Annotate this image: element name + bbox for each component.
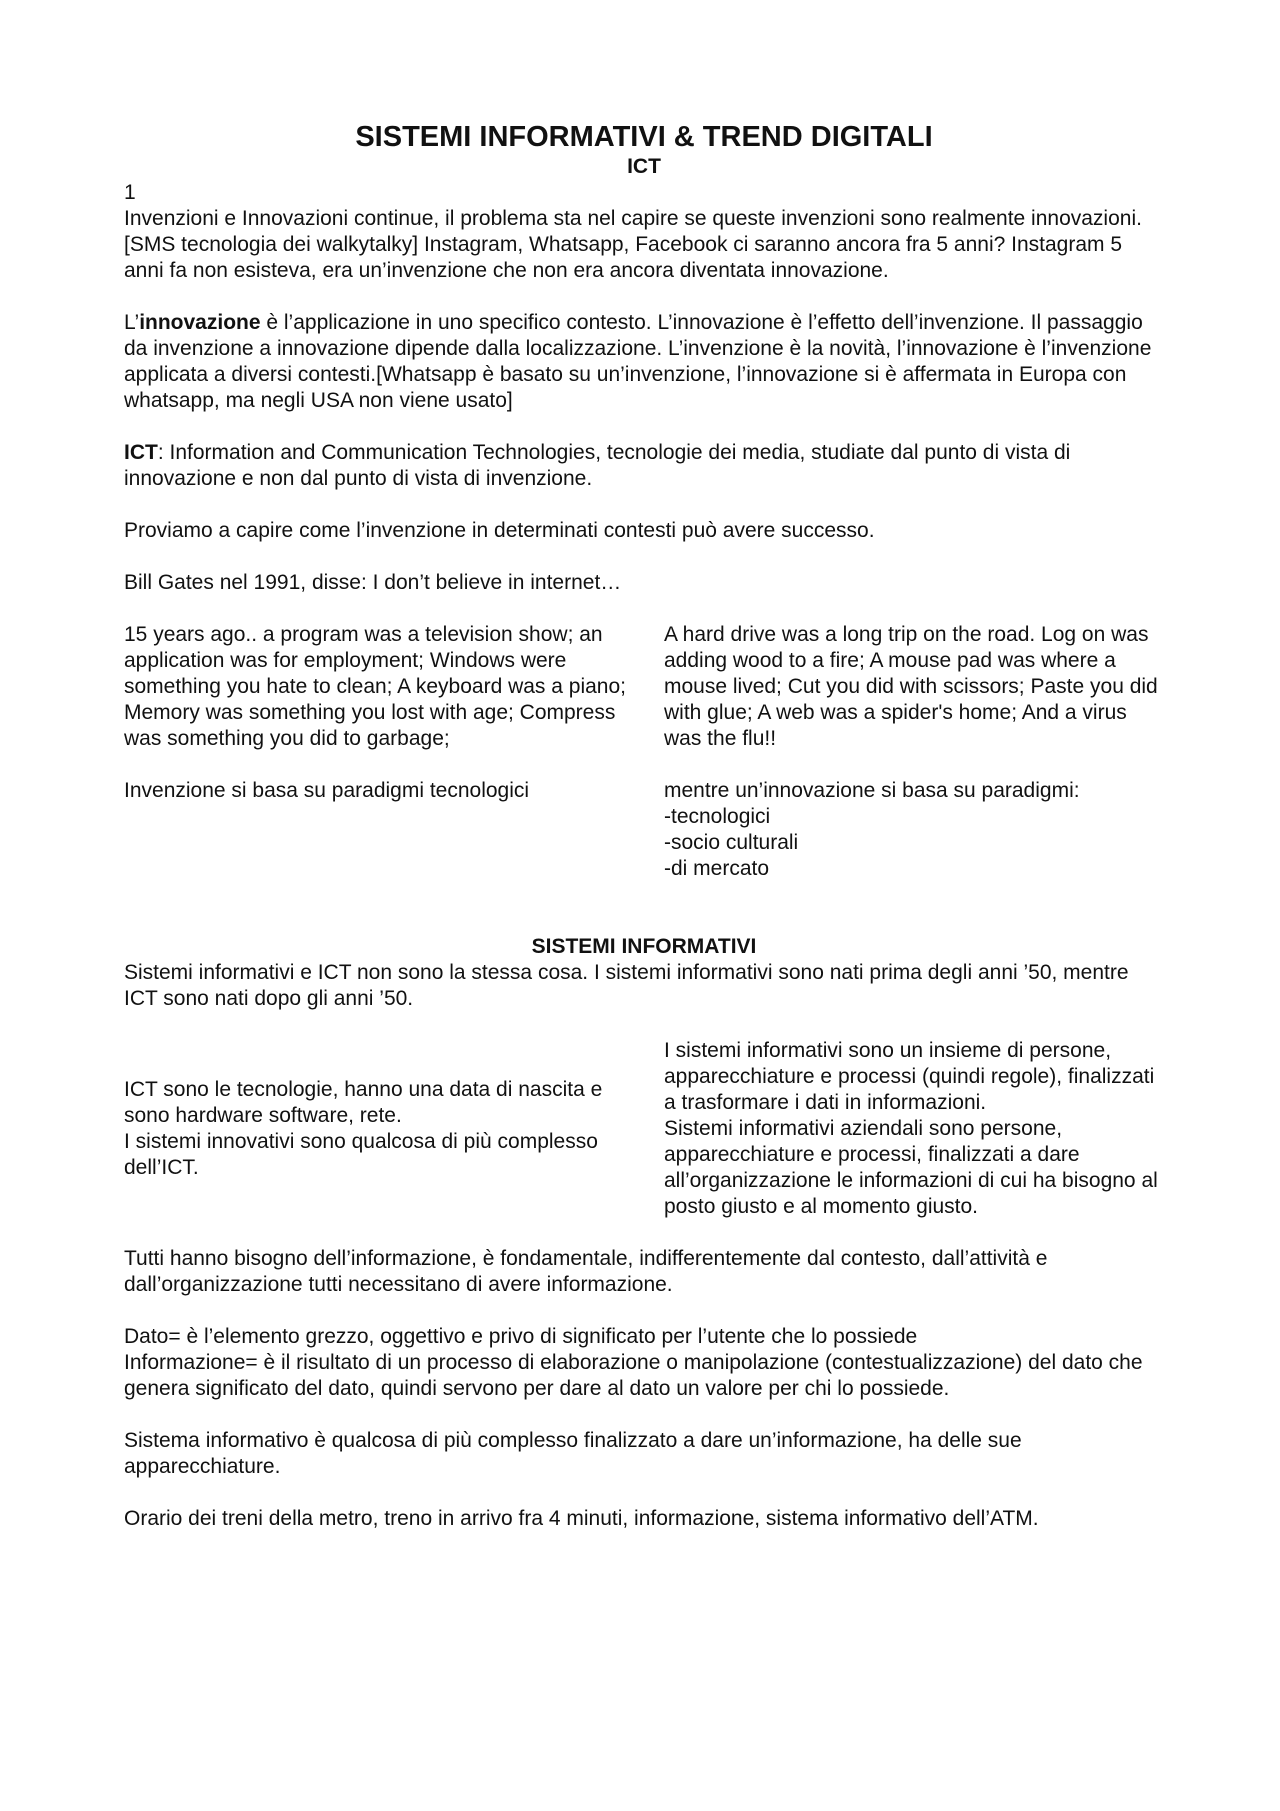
paradigms-right <box>664 778 1164 882</box>
document-page <box>124 120 1164 1532</box>
paradigms-list <box>664 804 1164 882</box>
need-info-paragraph: Tutti hanno bisogno dell’informazione, è fondamentale, indifferentemente dal contesto, dall’attività e dall’organizzazione tutti necessitano di avere informazione. <box>124 1247 1048 1296</box>
years-ago-columns <box>124 622 1164 752</box>
paradigms-intro: mentre un’innovazione si basa su paradigmi: <box>664 779 1080 802</box>
document-subtitle: ICT <box>627 155 661 178</box>
sistemi-definition: I sistemi informativi sono un insieme di persone, apparecchiature e processi (quindi regole), finalizzati a trasformare i dati in informazioni. <box>664 1039 1155 1114</box>
list-item: -socio culturali <box>664 831 799 854</box>
sistemi-columns <box>124 1038 1164 1220</box>
section-title-sistemi: SISTEMI INFORMATIVI <box>531 935 757 958</box>
innovation-text: è l’applicazione in uno specifico contesto. L’innovazione è l’effetto dell’invenzione. Il passaggio da invenzione a innovazione dipende dalla localizzazione. L’invenzione è la novità, l’innovazione è l’invenzione applicata a diversi contesti.[Whatsapp è basato su un’invenzione, l’innovazione si è affermata in Europa con whatsapp, ma negli USA non viene usato] <box>124 311 1152 412</box>
list-item: -di mercato <box>664 857 770 880</box>
page-number: 1 <box>124 181 136 204</box>
gates-line: Bill Gates nel 1991, disse: I don’t believe in internet… <box>124 571 622 594</box>
sistema-line: Sistema informativo è qualcosa di più complesso finalizzato a dare un’informazione, ha delle sue apparecchiature. <box>124 1429 1022 1478</box>
innovation-prefix: L’ <box>124 311 140 334</box>
sistemi-aziendali: Sistemi informativi aziendali sono persone, apparecchiature e processi, finalizzati a dare all’organizzazione le informazioni di cui ha bisogno al posto giusto e al momento giusto. <box>664 1117 1158 1218</box>
list-item: -tecnologici <box>664 805 771 828</box>
paradigms-left: Invenzione si basa su paradigmi tecnologici <box>124 779 530 802</box>
paradigms-columns <box>124 778 1164 882</box>
sistemi-left <box>124 1038 634 1220</box>
ict-term: ICT <box>124 441 158 464</box>
intro-paragraph: Invenzioni e Innovazioni continue, il problema sta nel capire se queste invenzioni sono realmente innovazioni. [SMS tecnologia dei walkytalky] Instagram, Whatsapp, Facebook ci saranno ancora fra 5 anni? Instagram 5 anni fa non esisteva, era un’invenzione che non era ancora diventata innovazione. <box>124 207 1142 282</box>
sistemi-right <box>664 1038 1164 1220</box>
document-title: SISTEMI INFORMATIVI & TREND DIGITALI <box>355 121 933 153</box>
orario-line: Orario dei treni della metro, treno in arrivo fra 4 minuti, informazione, sistema informativo dell’ATM. <box>124 1507 1039 1530</box>
success-line: Proviamo a capire come l’invenzione in determinati contesti può avere successo. <box>124 519 875 542</box>
dato-definition: Dato= è l’elemento grezzo, oggettivo e privo di significato per l’utente che lo possiede <box>124 1325 918 1348</box>
years-ago-left: 15 years ago.. a program was a television show; an application was for employment; Windows were something you hate to clean; A keyboard was a piano; Memory was something you lost with age; Compress was something you did to garbage; <box>124 623 627 750</box>
ict-definition: ICT sono le tecnologie, hanno una data di nascita e sono hardware software, rete. <box>124 1078 603 1127</box>
innovation-term: innovazione <box>139 311 261 334</box>
ict-text: : Information and Communication Technologies, tecnologie dei media, studiate dal punto di vista di innovazione e non dal punto di vista di invenzione. <box>124 441 1071 490</box>
informazione-definition: Informazione= è il risultato di un processo di elaborazione o manipolazione (contestualizzazione) del dato che genera significato del dato, quindi servono per dare al dato un valore per chi lo possiede. <box>124 1351 1143 1400</box>
ict-complexity: I sistemi innovativi sono qualcosa di più complesso dell’ICT. <box>124 1130 598 1179</box>
years-ago-right: A hard drive was a long trip on the road. Log on was adding wood to a fire; A mouse pad was where a mouse lived; Cut you did with scissors; Paste you did with glue; A web was a spider's home; And a virus was the flu!! <box>664 623 1158 750</box>
innovation-paragraph <box>124 310 1164 414</box>
sistemi-paragraph: Sistemi informativi e ICT non sono la stessa cosa. I sistemi informativi sono nati prima degli anni ’50, mentre ICT sono nati dopo gli anni ’50. <box>124 961 1129 1010</box>
ict-paragraph <box>124 440 1164 492</box>
